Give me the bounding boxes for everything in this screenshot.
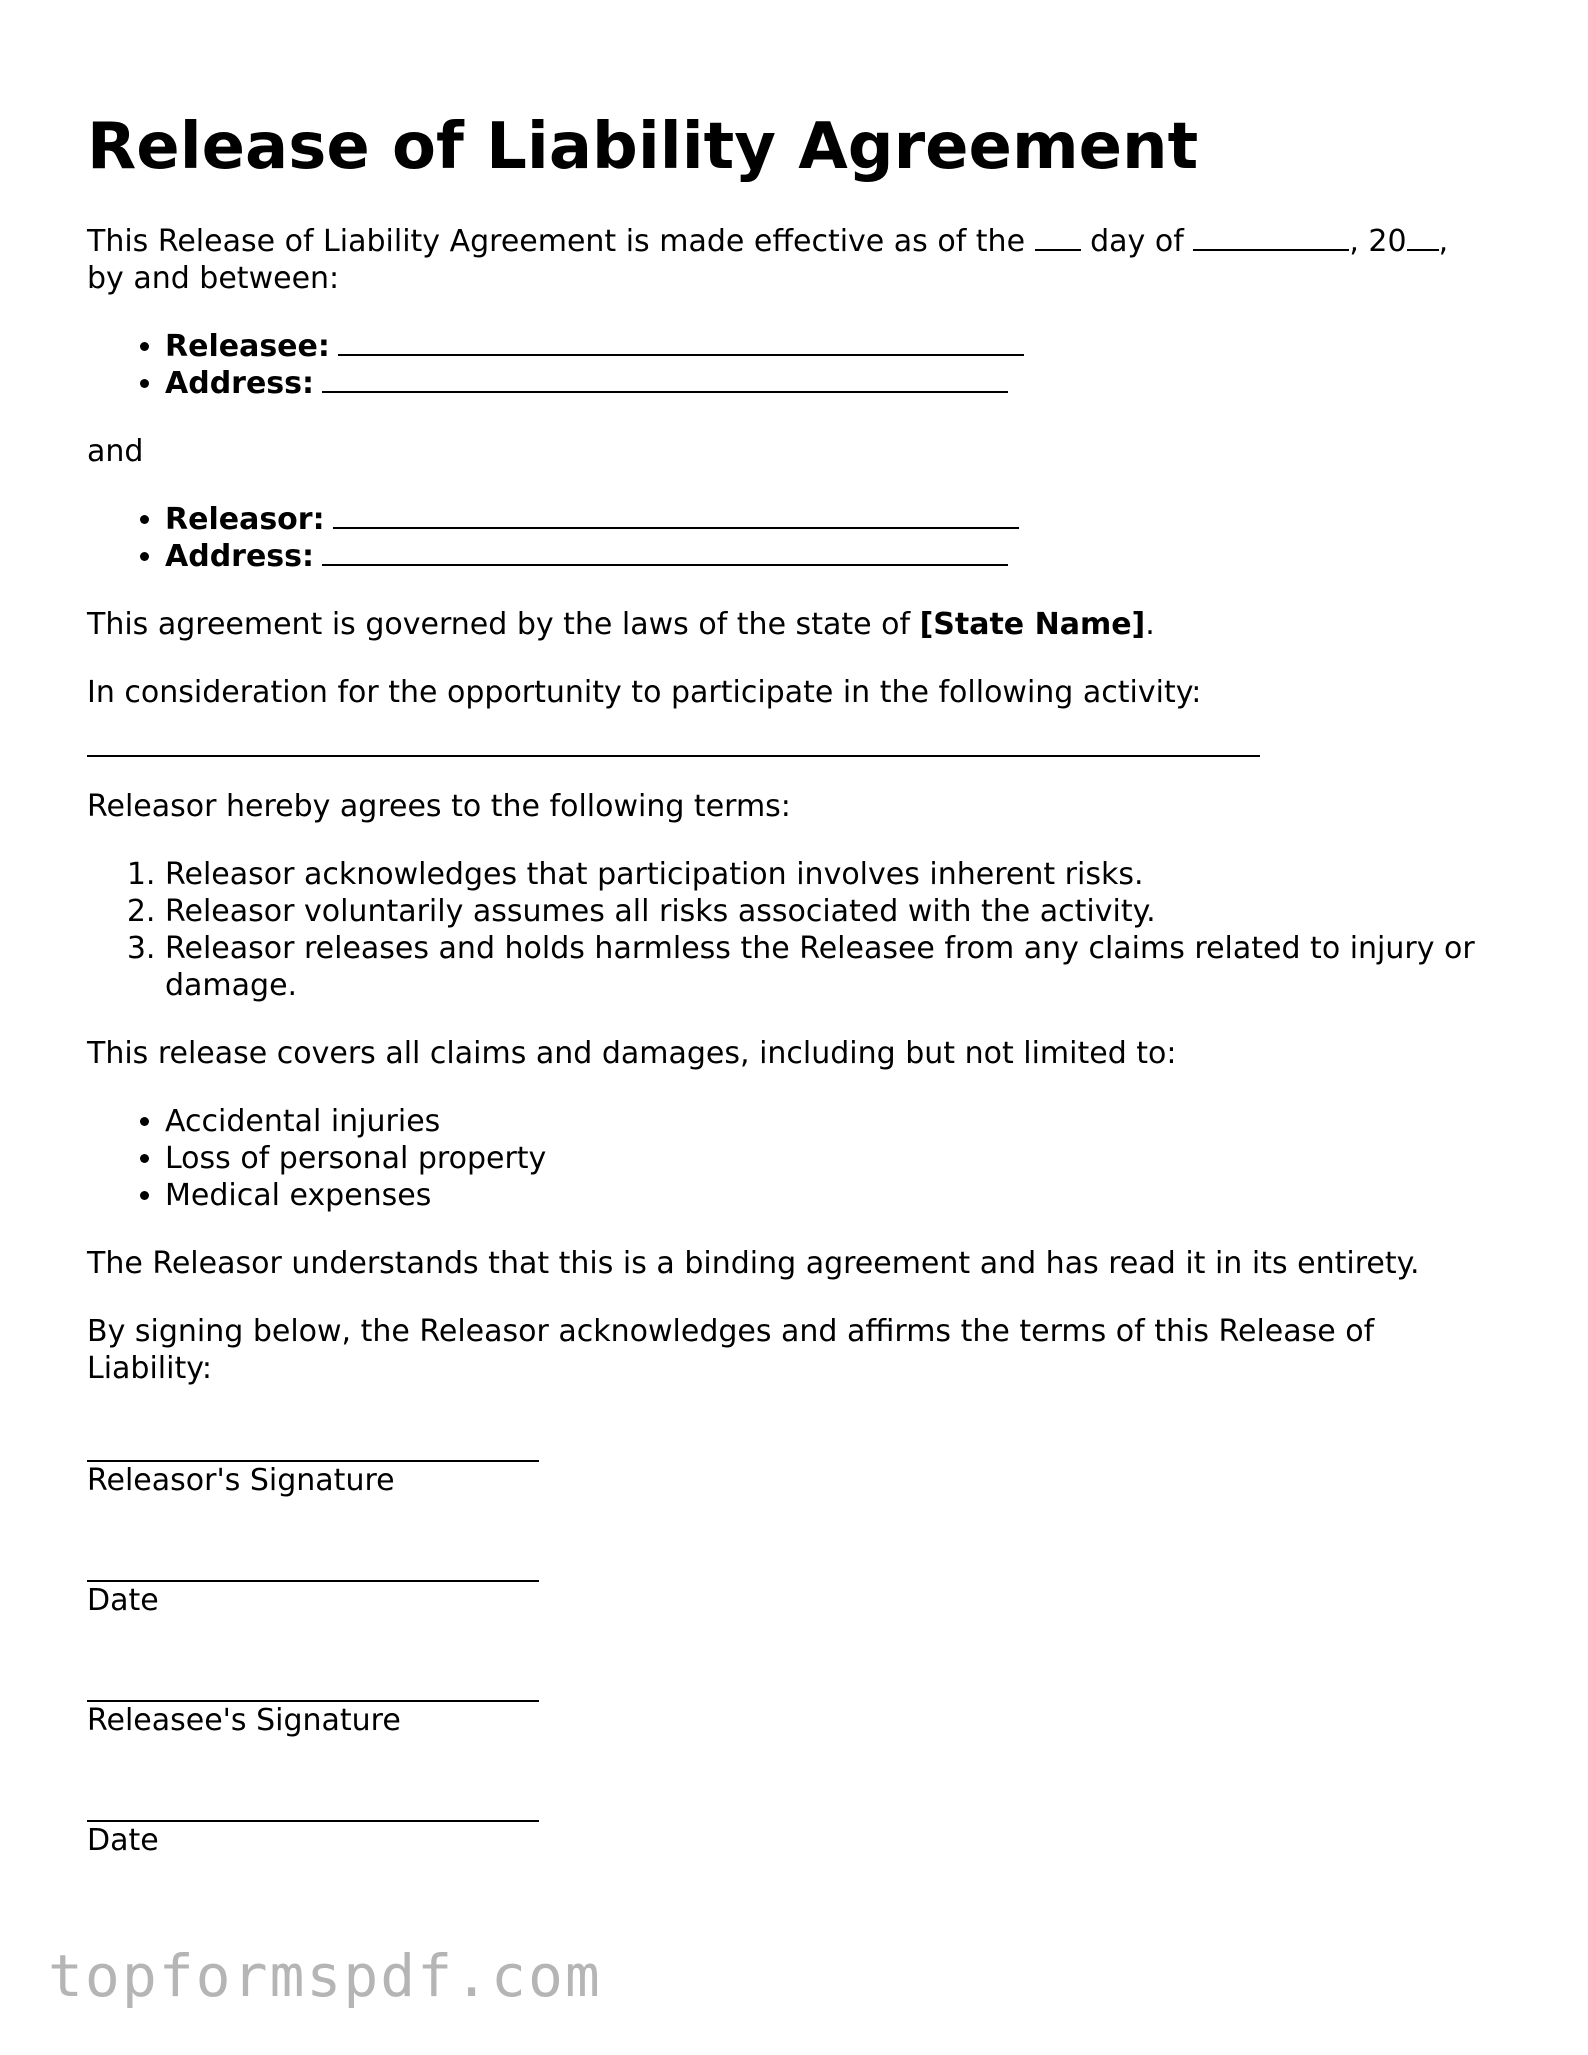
term-item: 1. Releasor acknowledges that participation involves inherent risks. [165, 856, 1507, 893]
governing-law-prefix: This agreement is governed by the laws of the state of [87, 607, 911, 642]
releasor-date-line[interactable] [87, 1537, 539, 1582]
releasor-address-item [165, 538, 1507, 575]
coverage-item: • Loss of personal property [165, 1140, 1507, 1177]
document-title: Release of Liability Agreement [87, 110, 1199, 184]
activity-blank[interactable] [87, 755, 1260, 757]
releasee-date-label: Date [87, 1823, 159, 1858]
releasee-label: Releasee: [165, 329, 330, 364]
releasee-signature-label: Releasee's Signature [87, 1703, 401, 1738]
releasor-date-label: Date [87, 1583, 159, 1618]
releasor-address-blank[interactable] [322, 538, 1008, 566]
year-blank[interactable] [1407, 223, 1439, 251]
releasor-name-blank[interactable] [333, 501, 1019, 529]
coverage-item: • Accidental injuries [165, 1103, 1507, 1140]
terms-list [87, 856, 1507, 1004]
consideration-paragraph: In consideration for the opportunity to participate in the following activity: [87, 675, 1202, 710]
releasee-signature-line[interactable] [87, 1657, 539, 1702]
releasor-list [87, 501, 1507, 575]
month-blank[interactable] [1193, 223, 1349, 251]
governing-law-suffix: . [1145, 607, 1155, 642]
intro-text-1: This Release of Liability Agreement is made effective as of the [87, 224, 1026, 259]
intro-text-4: , [1438, 224, 1449, 259]
intro-text-5: by and between: [87, 261, 340, 296]
state-name-placeholder: [State Name] [919, 607, 1146, 642]
signing-statement: By signing below, the Releasor acknowledges and affirms the terms of this Release of Liability: [87, 1314, 1375, 1386]
coverage-item: • Medical expenses [165, 1177, 1507, 1214]
intro-text-3: , 20 [1349, 224, 1407, 259]
releasee-name-blank[interactable] [338, 328, 1024, 356]
releasor-signature-line[interactable] [87, 1417, 539, 1462]
conjunction-text: and [87, 434, 144, 469]
releasee-date-line[interactable] [87, 1777, 539, 1822]
releasee-list [87, 328, 1507, 402]
releasor-label: Releasor: [165, 502, 325, 537]
signature-block [87, 1417, 1507, 1859]
governing-law-paragraph [87, 606, 1507, 643]
releasor-signature-label: Releasor's Signature [87, 1463, 395, 1498]
releasee-address-label: Address: [165, 366, 315, 401]
releasor-address-label: Address: [165, 539, 315, 574]
releasee-item [165, 328, 1507, 365]
term-item: 2. Releasor voluntarily assumes all risks associated with the activity. [165, 893, 1507, 930]
watermark: topformspdf.com [48, 1942, 602, 2010]
term-item: 3. Releasor releases and holds harmless the Releasee from any claims related to injury or damage. [165, 930, 1507, 1004]
intro-paragraph [87, 223, 1507, 297]
releasor-item [165, 501, 1507, 538]
terms-intro: Releasor hereby agrees to the following terms: [87, 789, 791, 824]
releasee-address-blank[interactable] [322, 365, 1008, 393]
intro-text-2: day of [1090, 224, 1184, 259]
binding-statement: The Releasor understands that this is a binding agreement and has read it in its entirety. [87, 1246, 1420, 1281]
releasee-address-item [165, 365, 1507, 402]
coverage-list [87, 1103, 1507, 1214]
coverage-intro: This release covers all claims and damages, including but not limited to: [87, 1036, 1177, 1071]
day-blank[interactable] [1035, 223, 1081, 251]
document-page [87, 102, 1507, 1859]
